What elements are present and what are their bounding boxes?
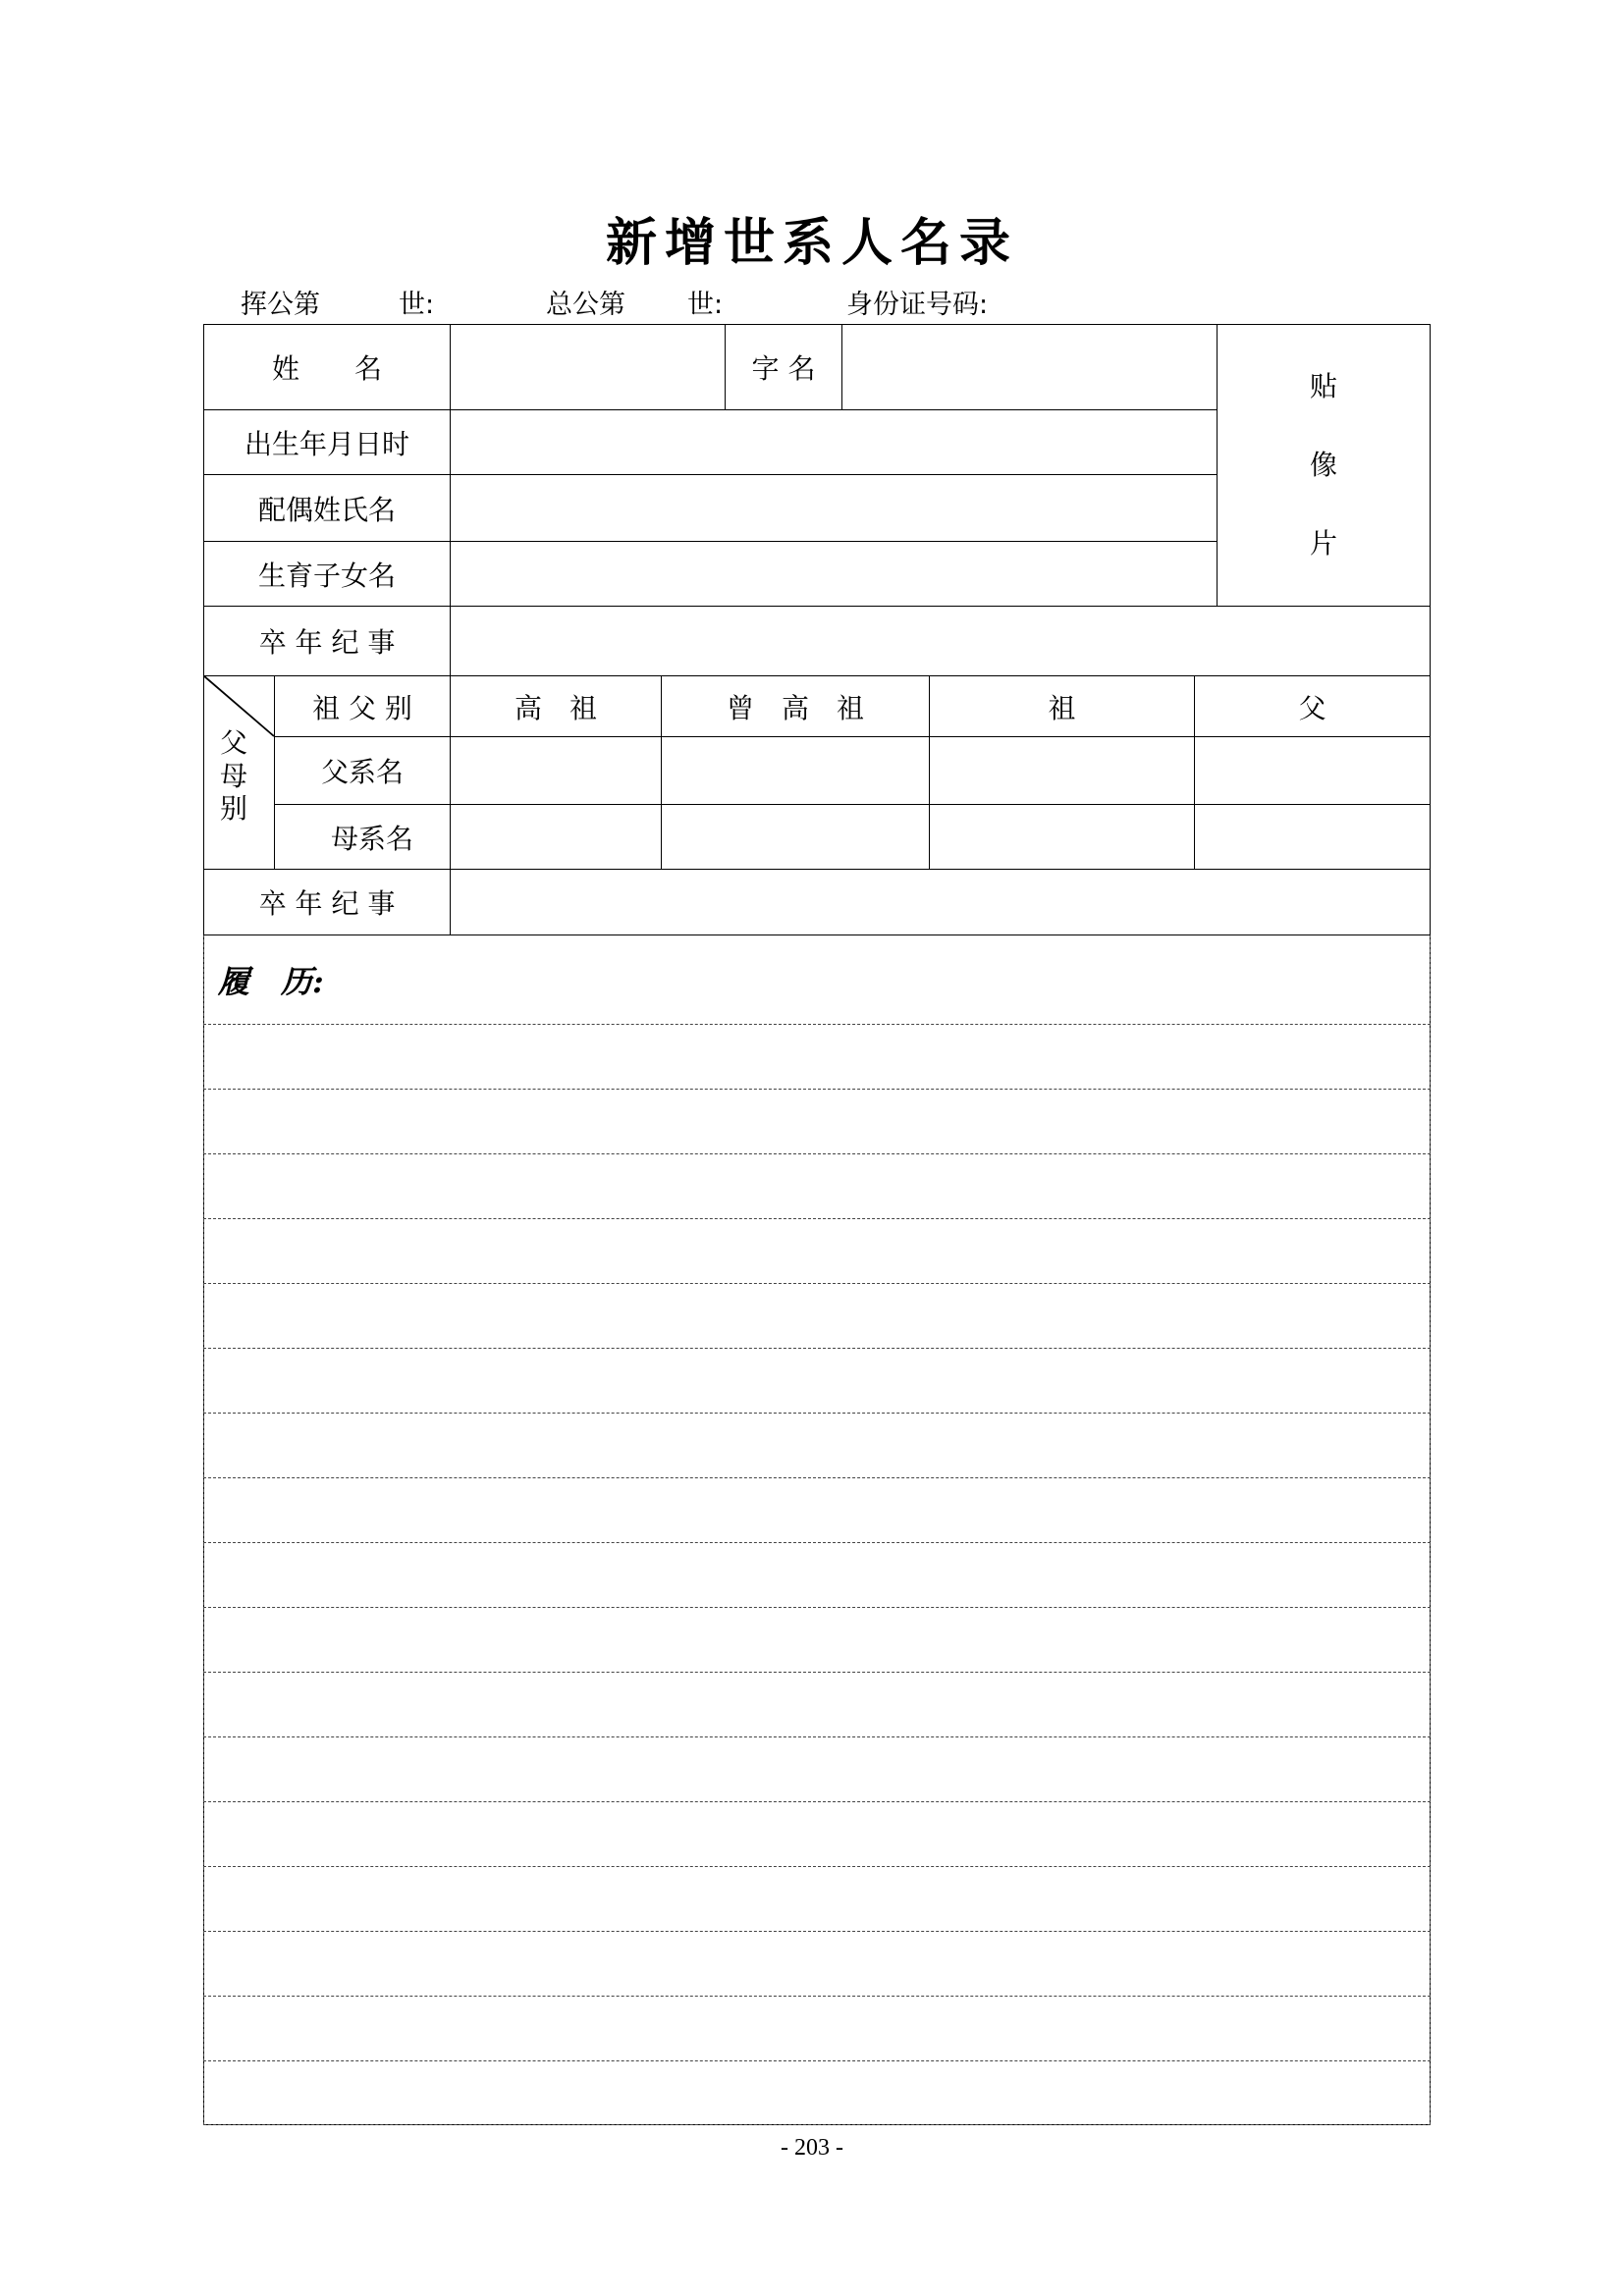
ancestry-corner-top: 祖 父 别	[312, 691, 412, 724]
resume-line	[203, 1607, 1431, 1608]
resume-line	[203, 1866, 1431, 1867]
name-field[interactable]	[451, 325, 725, 409]
col-fu: 父	[1298, 691, 1326, 724]
father-gaozu-field[interactable]	[451, 737, 661, 804]
death-field-1[interactable]	[451, 607, 1430, 675]
ancestry-side-2: 母	[219, 759, 247, 792]
zong-gong-label: 总公第	[546, 290, 625, 320]
id-number-label: 身份证号码:	[846, 290, 989, 320]
zi-field[interactable]	[842, 325, 1217, 409]
mother-gaozu-field[interactable]	[451, 805, 661, 869]
name-label: 姓 名	[271, 352, 382, 385]
birth-field[interactable]	[451, 410, 1217, 474]
row-line-9	[203, 934, 1431, 935]
page-number: - 203 -	[781, 2135, 843, 2161]
resume-line	[203, 1801, 1431, 1802]
photo-label-2: 像	[1309, 449, 1337, 482]
father-fu-field[interactable]	[1195, 737, 1430, 804]
ancestry-side-1: 父	[219, 726, 247, 759]
death-label-1: 卒 年 纪 事	[258, 626, 396, 659]
resume-label: 履 历:	[218, 963, 324, 1000]
hui-gong-label: 挥公第	[241, 290, 320, 320]
resume-line	[203, 1736, 1431, 1737]
resume-line	[203, 1996, 1431, 1997]
row-mother-label: 母系名	[330, 822, 413, 855]
page-title: 新增世系人名录	[605, 213, 1018, 273]
birth-label: 出生年月日时	[244, 427, 409, 460]
resume-line	[203, 1024, 1431, 1025]
father-zu-field[interactable]	[930, 737, 1194, 804]
resume-line	[203, 1542, 1431, 1543]
resume-line	[203, 1477, 1431, 1478]
father-zenggaozu-field[interactable]	[662, 737, 929, 804]
photo-label-1: 贴	[1309, 370, 1337, 403]
ancestry-corner-side	[204, 726, 263, 844]
resume-line	[203, 2060, 1431, 2061]
resume-line	[203, 1153, 1431, 1154]
resume-line	[203, 1931, 1431, 1932]
spouse-label: 配偶姓氏名	[257, 493, 396, 526]
photo-area[interactable]	[1218, 325, 1430, 606]
resume-line	[203, 1089, 1431, 1090]
resume-frame	[203, 934, 1431, 2125]
children-field[interactable]	[451, 542, 1217, 606]
mother-zu-field[interactable]	[930, 805, 1194, 869]
zong-gong-shi-label: 世:	[687, 290, 724, 320]
ancestry-side-3: 别	[219, 792, 247, 826]
col-zenggaozu: 曾 高 祖	[726, 691, 864, 724]
mother-zenggaozu-field[interactable]	[662, 805, 929, 869]
resume-line	[203, 1672, 1431, 1673]
resume-line	[203, 1218, 1431, 1219]
resume-line	[203, 1413, 1431, 1414]
death-field-2[interactable]	[451, 870, 1430, 934]
spouse-field[interactable]	[451, 475, 1217, 541]
resume-line	[203, 1348, 1431, 1349]
col-gaozu: 高 祖	[514, 691, 597, 724]
children-label: 生育子女名	[257, 559, 396, 592]
resume-line	[203, 1283, 1431, 1284]
photo-label-3: 片	[1309, 527, 1337, 561]
death-label-2: 卒 年 纪 事	[258, 887, 396, 920]
col-zu: 祖	[1048, 691, 1076, 724]
header-line	[0, 283, 1624, 322]
hui-gong-shi-label: 世:	[399, 290, 435, 320]
row-father-label: 父系名	[320, 756, 404, 788]
zi-label: 字 名	[751, 352, 816, 385]
mother-fu-field[interactable]	[1195, 805, 1430, 869]
